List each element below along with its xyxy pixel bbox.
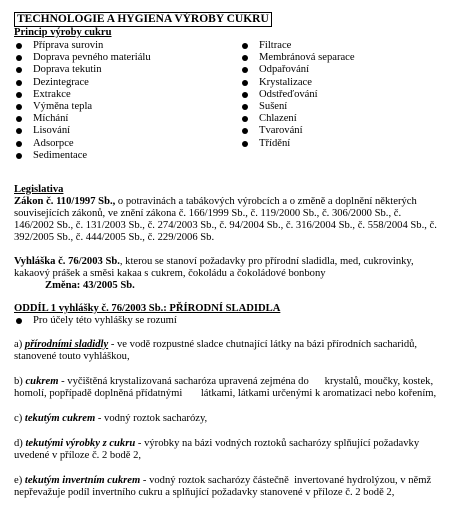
law-paragraph	[14, 196, 460, 244]
law-line-0: o potravinách a tabákových výrobcích a o změně a doplnění některých	[115, 195, 417, 207]
definition-b	[14, 376, 460, 400]
decree-line-1: kakaový prášek a směsi kakaa s cukrem, čokoládu a čokoládové bonbony	[14, 267, 326, 279]
definition-line: stanovené touto vyhláškou,	[14, 350, 130, 362]
process-step-item: Extrakce	[14, 89, 240, 101]
definition-term: cukrem	[25, 375, 59, 387]
definition-term: tekutým cukrem	[24, 412, 96, 424]
process-steps-left	[14, 40, 240, 162]
section-intro: Pro účely této vyhlášky se rozumí	[14, 315, 460, 327]
definition-term: přírodními sladidly	[24, 338, 109, 350]
law-line-3: 392/2005 Sb., č. 444/2005 Sb., č. 229/2006 Sb.	[14, 231, 215, 243]
process-step-item: Sušení	[240, 101, 440, 113]
definition-prefix: e)	[14, 474, 25, 486]
process-step-item: Třídění	[240, 138, 440, 150]
process-step-item: Lisování	[14, 125, 240, 137]
process-step-item: Odpařování	[240, 64, 440, 76]
definition-e	[14, 475, 460, 499]
definition-line: nepřevažuje podíl invertního cukru a splňující požadavky stanovené v příloze č. 2 bodě 2,	[14, 486, 395, 498]
definition-line: - vyčištěná krystalizovaná sacharóza upravená zejména do krystalů, moučky, kostek,	[58, 375, 434, 387]
process-step-item: Míchání	[14, 113, 240, 125]
decree-line-0: , kterou se stanoví požadavky pro přírodní sladidla, med, cukrovinky,	[119, 255, 414, 267]
process-step-item: Filtrace	[240, 40, 440, 52]
process-step-item: Adsorpce	[14, 138, 240, 150]
definition-prefix: b)	[14, 375, 26, 387]
legislation-heading: Legislativa	[14, 183, 64, 195]
definition-line: - ve vodě rozpustné sladce chutnající látky na bázi přírodních sacharidů,	[108, 338, 418, 350]
principle-heading: Princip výroby cukru	[14, 27, 112, 38]
decree-label: Vyhláška č. 76/2003 Sb.	[14, 255, 120, 267]
process-step-item: Příprava surovin	[14, 40, 240, 52]
process-step-item: Chlazení	[240, 113, 440, 125]
definition-line: - výrobky na bázi vodných roztoků sacharózy splňující požadavky	[135, 437, 420, 449]
definition-term: tekutým invertním cukrem	[24, 474, 141, 486]
process-step-item: Odstřeďování	[240, 89, 440, 101]
decree-paragraph	[14, 256, 460, 280]
section-heading: ODDÍL 1 vyhlášky č. 76/2003 Sb.: PŘÍRODNÍ SLADIDLA	[14, 302, 281, 314]
definition-line: homolí, popřípadě doplněná přídatnými látkami, látkami určenými k aromatizaci nebo kořením,	[14, 387, 437, 399]
definition-line: - vodný roztok sacharózy částečně invertované hydrolýzou, v němž	[140, 474, 432, 486]
process-step-item: Sedimentace	[14, 150, 240, 162]
law-line-2: 146/2002 Sb., č. 131/2003 Sb., č. 274/2003 Sb., č. 94/2004 Sb., č. 316/2004 Sb., č. 558/2004 Sb., č.	[14, 219, 437, 231]
process-step-item: Tvarování	[240, 125, 440, 137]
definition-prefix: c)	[14, 412, 25, 424]
process-step-item: Krystalizace	[240, 77, 440, 89]
definition-d	[14, 438, 460, 462]
definition-a	[14, 339, 460, 363]
process-step-item: Doprava pevného materiálu	[14, 52, 240, 64]
process-step-item: Membránová separace	[240, 52, 440, 64]
process-step-item: Doprava tekutin	[14, 64, 240, 76]
process-steps-right	[240, 40, 440, 162]
definition-prefix: d)	[14, 437, 26, 449]
process-step-item: Dezintegrace	[14, 77, 240, 89]
definition-line: uvedené v příloze č. 2 bodě 2,	[14, 449, 142, 461]
law-label: Zákon č. 110/1997 Sb.,	[14, 195, 116, 207]
law-line-1: souvisejících zákonů, ve znění zákona č. 166/1999 Sb., č. 119/2000 Sb., č. 306/2000 Sb., č.	[14, 207, 402, 219]
process-steps-columns	[14, 40, 460, 162]
document-page	[14, 12, 460, 499]
definition-line: - vodný roztok sacharózy,	[95, 412, 208, 424]
definition-c	[14, 413, 460, 425]
definition-term: tekutými výrobky z cukru	[25, 437, 136, 449]
amendment: Změna: 43/2005 Sb.	[45, 279, 135, 291]
definition-prefix: a)	[14, 338, 25, 350]
process-step-item: Výměna tepla	[14, 101, 240, 113]
document-title: TECHNOLOGIE A HYGIENA VÝROBY CUKRU	[14, 12, 272, 27]
